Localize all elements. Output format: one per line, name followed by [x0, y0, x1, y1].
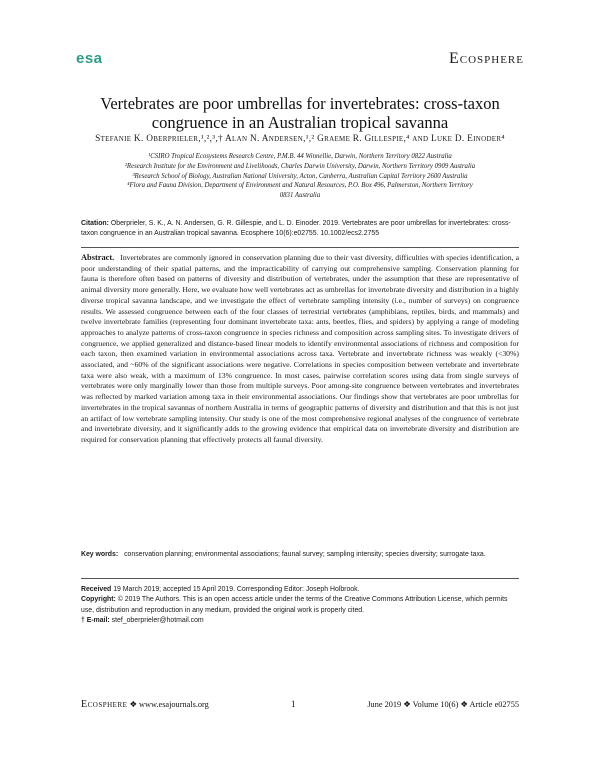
- page-number: 1: [291, 699, 296, 709]
- journal-name: Ecosphere: [448, 50, 524, 67]
- divider-bottom: [81, 578, 519, 579]
- author-list: Stefanie K. Oberprieler,¹,²,³,† Alan N. Andersen,¹,² Graeme R. Gillespie,⁴ and Luke D. Einoder⁴: [95, 134, 505, 144]
- copyright-line: [81, 595, 519, 616]
- keywords-text: conservation planning; environmental associations; faunal survey; sampling intensity; species diversity; surrogate taxa.: [124, 551, 486, 558]
- divider-top: [81, 247, 519, 248]
- keywords-label: Key words:: [81, 551, 119, 558]
- affiliation-4: ⁴Flora and Fauna Division, Department of Environment and Natural Resources, P.O. Box 496, Palmerston, Northern Territory: [127, 182, 473, 190]
- received-text: 19 March 2019; accepted 15 April 2019. Corresponding Editor: Joseph Holbrook.: [113, 586, 360, 593]
- footer-issue: June 2019 ❖ Volume 10(6) ❖ Article e02755: [367, 700, 519, 709]
- abstract-label: Abstract.: [81, 253, 115, 262]
- copyright-text: © 2019 The Authors. This is an open access article under the terms of the Creative Commons Attribution License, which permits use, distribution and reproduction in any medium, provided the original work is properly cited.: [81, 596, 508, 614]
- email-address[interactable]: stef_oberprieler@hotmail.com: [111, 617, 204, 625]
- footer-separator-icon: ❖: [129, 700, 139, 709]
- abstract-text: Invertebrates are commonly ignored in conservation planning due to their vast diversity, difficulties with species identification, a poor understanding of their spatial patterns, and the impracticability of carrying out comprehensive sampling. Conservation planning for fauna is therefore often based on patterns of diversity and distribution of vertebrates, under the assumption that these are representative of animal diversity more generally. Here, we evaluate how well vertebrates act as umbrellas for invertebrate diversity and distribution in a highly diverse tropical savanna landscape, and we investigate the effect of vertebrate sampling intensity (i.e., number of surveys) on congruence results. We assessed congruence between each of the four classes of terrestrial vertebrates (amphibians, reptiles, birds, and mammals) and twelve invertebrate families (representing four dominant invertebrate taxa: ants, beetles, flies, and spiders) by applying a range of modeling approaches to analyze patterns of cross-taxon congruence in species richness and composition across sampling sites. To investigate drivers of congruence, we applied generalized and distance-based linear models to identify environmental associations of richness and composition for each taxon, then examined variation in environmental associations across taxa. Vertebrate and invertebrate richness was weakly (<30%) associated, and ~60% of the significant associations were negative. Correlations in species composition between vertebrate and invertebrate taxa were also weak, with a maximum of 13% congruence. In most cases, pairwise correlation scores using data from single surveys of vertebrates were only marginally lower than those from multiple surveys. Poor among-site congruence between vertebrates and invertebrates was reflected by marked variation among taxa in their environmental associations. Our findings show that vertebrates are poor umbrellas for invertebrates in the tropical savannas of northern Australia in terms of geographic patterns of diversity and distribution and that this is not just an artifact of low vertebrate sampling intensity. Our study is one of the most comprehensive regional analyses of the congruence of vertebrate and invertebrate diversity, and it significantly adds to the growing evidence that empirical data on invertebrate diversity and distribution are required for conservation planning that effectively protects all faunal diversity.: [81, 253, 519, 444]
- abstract: [81, 253, 519, 446]
- article-metadata: [81, 585, 519, 627]
- affiliation-2: ²Research Institute for the Environment and Livelihoods, Charles Darwin University, Darwin, Northern Territory 0909 Australia: [124, 162, 476, 170]
- citation: [81, 219, 519, 238]
- keywords: [81, 550, 519, 560]
- citation-label: Citation:: [81, 220, 109, 227]
- title-line-1: Vertebrates are poor umbrellas for invertebrates: cross-taxon: [100, 94, 500, 113]
- affiliation-1: ¹CSIRO Tropical Ecosystems Research Centre, P.M.B. 44 Winnellie, Darwin, Northern Territory 0822 Australia: [148, 153, 452, 160]
- email-label: † E-mail:: [81, 617, 110, 625]
- affiliations: [70, 152, 530, 201]
- title-line-2: congruence in an Australian tropical savanna: [151, 113, 449, 132]
- esa-logo: esa: [76, 50, 103, 67]
- email-line: [81, 616, 519, 626]
- received-line: [81, 585, 519, 595]
- citation-text: Oberprieler, S. K., A. N. Andersen, G. R. Gillespie, and L. D. Einoder. 2019. Vertebrates are poor umbrellas for invertebrates: cross-taxon congruence in an Australian tropical savanna. Ecosphere 10(6):e02755. 10.1002/ecs2.2755: [81, 220, 511, 237]
- affiliation-4-cont: 0831 Australia: [279, 192, 321, 200]
- footer-journal: Ecosphere: [81, 699, 128, 710]
- affiliation-3: ³Research School of Biology, Australian National University, Acton, Canberra, Australian Capital Territory 2600 Australia: [132, 172, 468, 180]
- article-title: [60, 94, 540, 132]
- received-label: Received: [81, 586, 112, 593]
- copyright-label: Copyright:: [81, 596, 116, 604]
- footer-left: [81, 699, 209, 710]
- footer-website[interactable]: www.esajournals.org: [139, 700, 209, 709]
